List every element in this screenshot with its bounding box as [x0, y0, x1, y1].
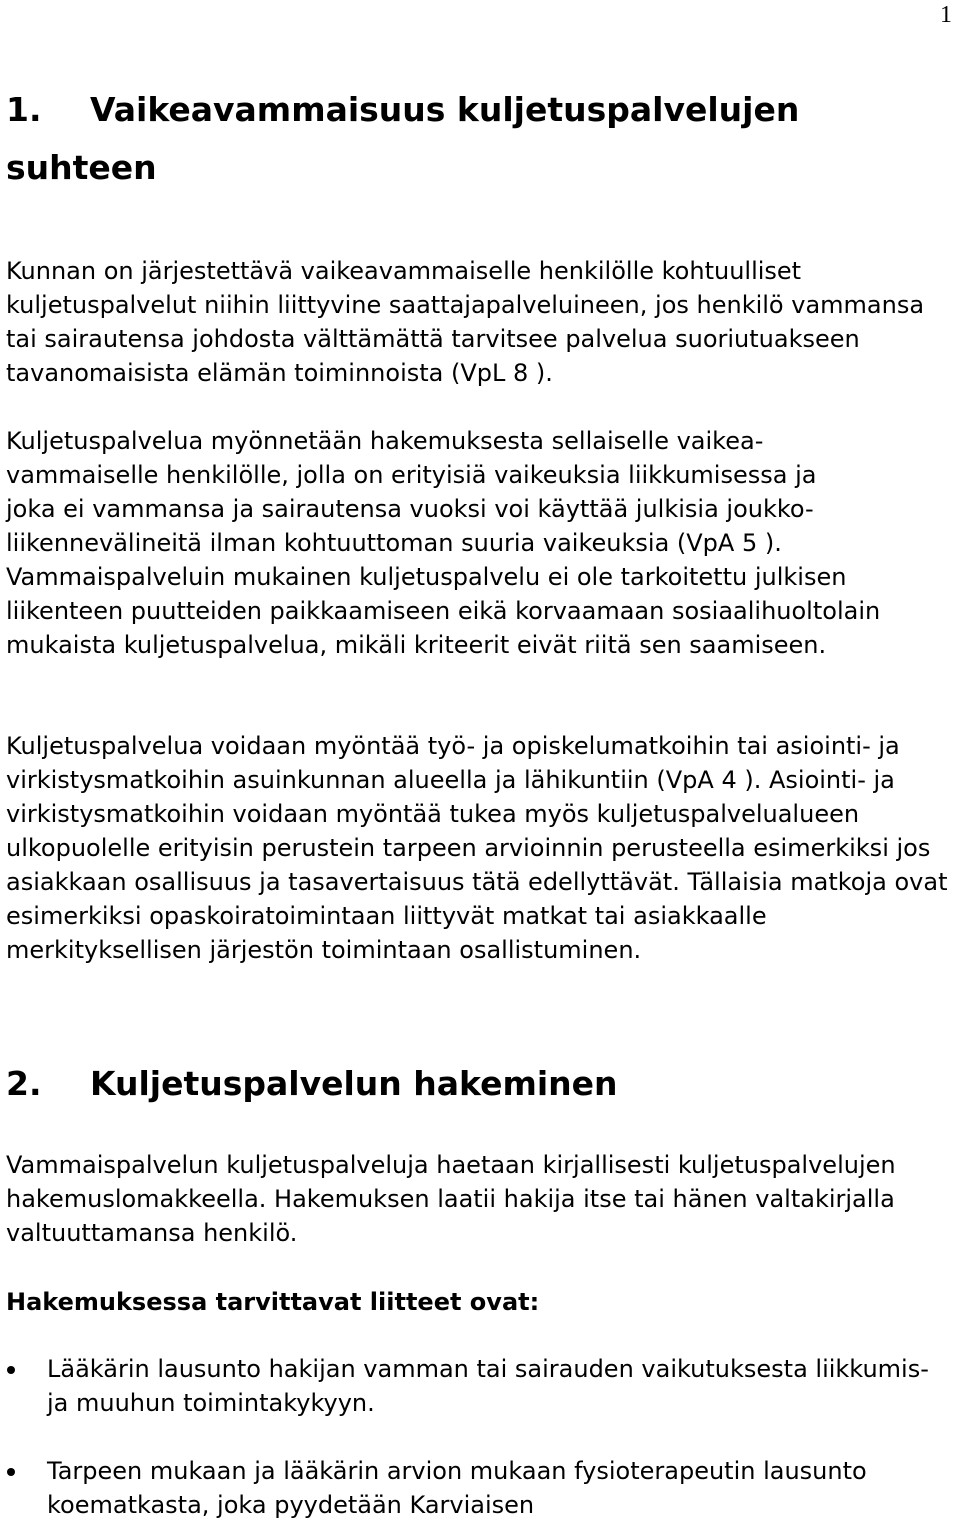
section-1-paragraph-3: Kuljetuspalvelua voidaan myöntää työ- ja opiskelumatkoihin tai asiointi- ja virkistysmatkoihin asuinkunnan alueella ja lähikuntiin (VpA 4 ). Asiointi- ja virkistysmatkoihin voidaan myöntää tukea myös kuljetuspalvelualueen ulkopuolelle erityisin perustein tarpeen arvioinnin perusteella esimerkiksi jos asiakkaan osallisuus ja tasavertaisuus tätä edellyttävät. Tällaisia matkoja ovat esimerkiksi opaskoiratoimintaan liittyvät matkat tai asiakkaalle merkityksellisen järjestön toimintaan osallistuminen.	[6, 732, 948, 964]
list-item-text: Lääkärin lausunto hakijan vamman tai sairauden vaikutuksesta liikkumis- ja muuhun toimintakykyyn.	[47, 1355, 929, 1417]
section-1-number: 1.	[6, 90, 42, 129]
section-1-title-line-1	[6, 90, 799, 129]
section-2-number: 2.	[6, 1064, 42, 1103]
section-2-heading	[6, 1055, 618, 1113]
list-item	[6, 1352, 951, 1420]
section-1-paragraph-2	[6, 424, 951, 662]
paragraph-2-line-1: Kuljetuspalvelua myönnetään hakemuksesta sellaiselle vaikea-	[6, 427, 764, 455]
bullet-icon	[7, 1468, 15, 1476]
list-item	[6, 1454, 951, 1522]
section-1-paragraph-1: Kunnan on järjestettävä vaikeavammaiselle henkilölle kohtuulliset kuljetuspalvelut niihin liittyvine saattajapalveluineen, jos henkilö vammansa tai sairautensa johdosta välttämättä tarvitsee palvelua suoriutuakseen tavanomaisista elämän toiminnoista (VpL 8 ).	[6, 257, 925, 387]
paragraph-2-line-3: joka ei vammansa ja sairautensa vuoksi voi käyttää julkisia joukko-	[6, 495, 814, 523]
page-number: 1	[940, 2, 952, 28]
section-1-title-text: Vaikeavammaisuus kuljetuspalvelujen	[90, 90, 800, 129]
paragraph-2-rest: Vammaispalveluin mukainen kuljetuspalvelu ei ole tarkoitettu julkisen liikenteen puutteiden paikkaamiseen eikä korvaamaan sosiaalihuoltolain mukaista kuljetuspalvelua, mikäli kriteerit eivät riitä sen saamiseen.	[6, 563, 881, 659]
paragraph-2-line-4: liikennevälineitä ilman kohtuuttoman suuria vaikeuksia (VpA 5 ).	[6, 529, 782, 557]
section-1-title-line-2: suhteen	[6, 148, 157, 187]
paragraph-2-line-2: vammaiselle henkilölle, jolla on erityisiä vaikeuksia liikkumisessa ja	[6, 461, 817, 489]
bullet-icon	[7, 1366, 15, 1374]
section-1-heading	[6, 81, 799, 197]
attachments-heading: Hakemuksessa tarvittavat liitteet ovat:	[6, 1288, 540, 1316]
section-2-paragraph-1: Vammaispalvelun kuljetuspalveluja haetaan kirjallisesti kuljetuspalvelujen hakemuslomakkeella. Hakemuksen laatii hakija itse tai hänen valtakirjalla valtuuttamansa henkilö.	[6, 1151, 896, 1247]
list-item-text: Tarpeen mukaan ja lääkärin arvion mukaan fysioterapeutin lausunto koematkasta, joka pyydetään Karviaisen	[47, 1457, 867, 1519]
attachments-list	[6, 1352, 951, 1522]
section-2-title: Kuljetuspalvelun hakeminen	[90, 1064, 618, 1103]
